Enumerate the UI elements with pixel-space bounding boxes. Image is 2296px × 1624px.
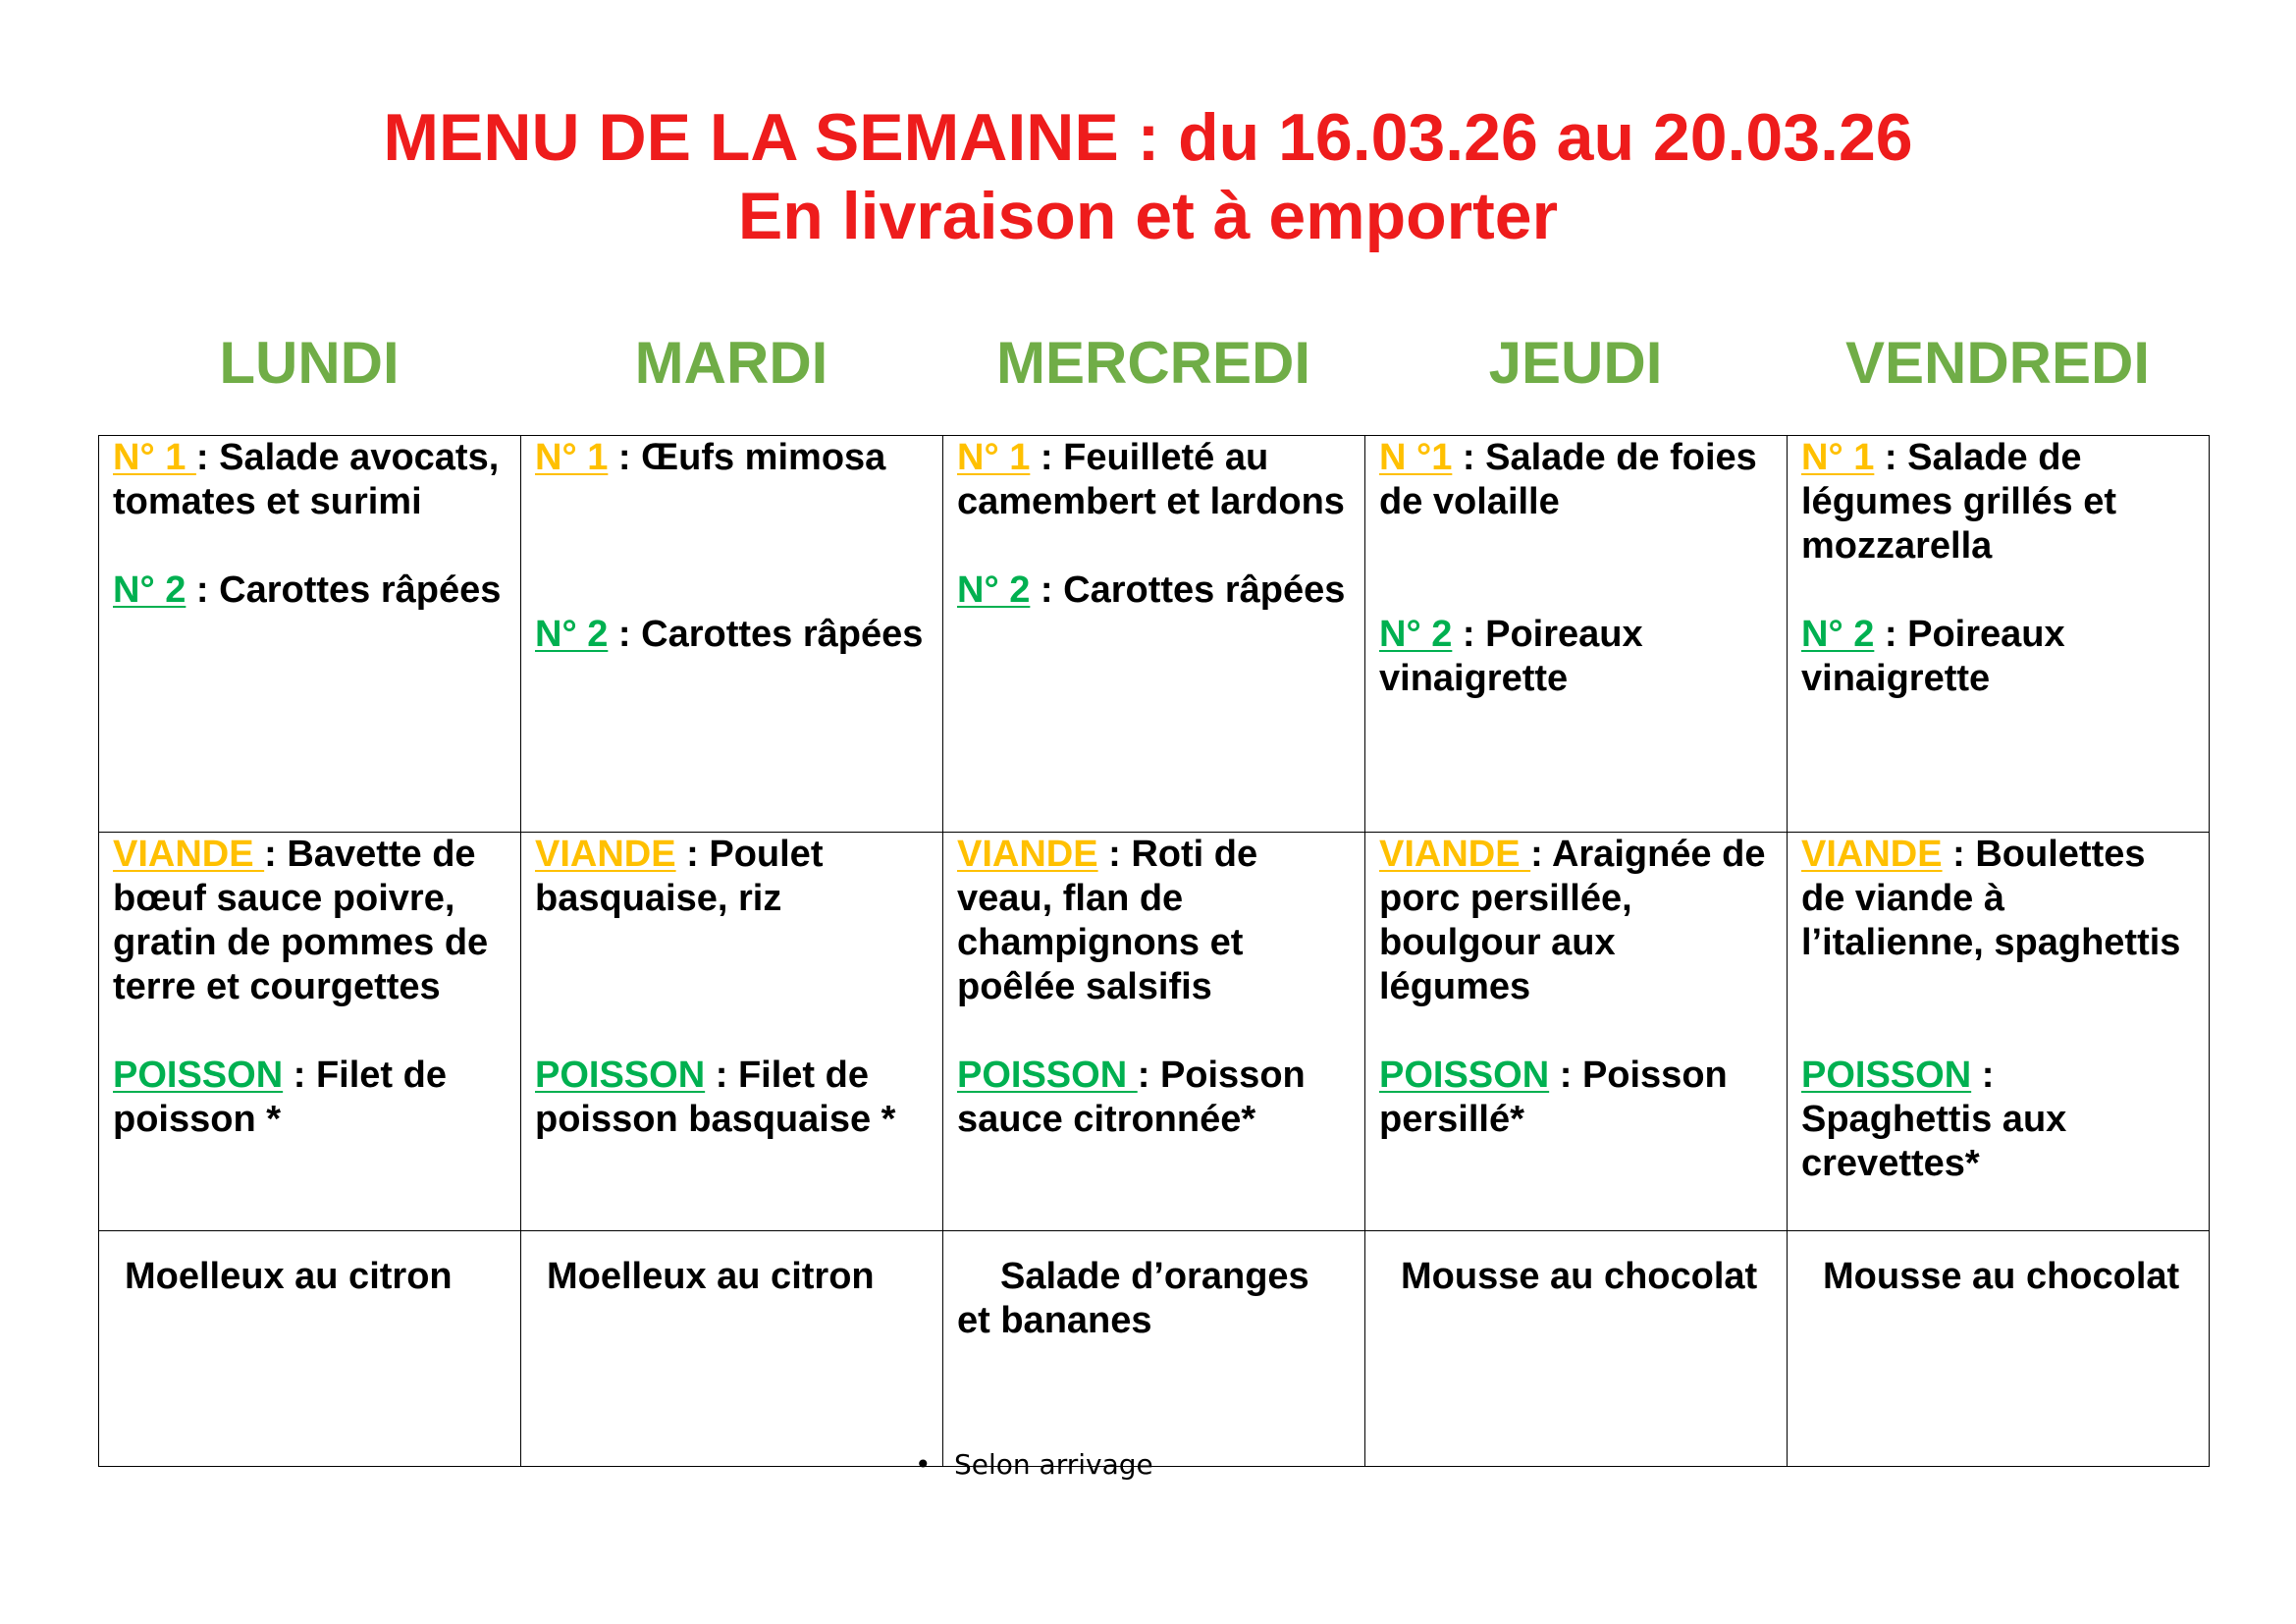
footnote-text: Selon arrivage bbox=[954, 1448, 1153, 1481]
plat-cell-lundi: VIANDE : Bavette de bœuf sauce poivre, gratin de pommes de terre et courgettes POISSON : Filet de poisson * bbox=[99, 833, 521, 1231]
entree-cell-vendredi: N° 1 : Salade de légumes grillés et mozzarella N° 2 : Poireaux vinaigrette bbox=[1788, 436, 2210, 833]
menu-table bbox=[98, 435, 2210, 1467]
day-vendredi: VENDREDI bbox=[1844, 330, 2151, 396]
entree-2-label: N° 2 bbox=[1379, 614, 1453, 655]
entree-cell-lundi: N° 1 : Salade avocats, tomates et surimi N° 2 : Carottes râpées bbox=[99, 436, 521, 833]
entrees-row bbox=[99, 436, 2210, 833]
viande-label: VIANDE bbox=[535, 834, 676, 875]
entree-1-label: N° 1 bbox=[535, 437, 609, 478]
poisson-label: POISSON bbox=[957, 1055, 1138, 1096]
poisson-label: POISSON bbox=[1801, 1055, 1972, 1096]
dessert-cell-lundi bbox=[99, 1231, 521, 1467]
plats-row bbox=[99, 833, 2210, 1231]
title-line-service: En livraison et à emporter bbox=[737, 179, 1559, 253]
dessert-cell-mercredi bbox=[943, 1231, 1365, 1467]
entree-2-text: Poireaux vinaigrette bbox=[1801, 614, 2065, 699]
dessert-text: Moelleux au citron bbox=[547, 1256, 875, 1297]
entree-1-label: N° 1 bbox=[113, 437, 196, 478]
poisson-text: Filet de poisson * bbox=[113, 1055, 447, 1140]
bullet-icon: • bbox=[915, 1448, 932, 1481]
poisson-text: Spaghettis aux crevettes* bbox=[1801, 1099, 2067, 1184]
plat-cell-vendredi: VIANDE : Boulettes de viande à l’italienne, spaghettis POISSON : Spaghettis aux crevettes* bbox=[1788, 833, 2210, 1231]
entree-2-text: Carottes râpées bbox=[641, 614, 924, 655]
entree-1-text: Feuilleté au camembert et lardons bbox=[957, 437, 1345, 522]
entree-1-text: Salade avocats, tomates et surimi bbox=[113, 437, 500, 522]
entree-cell-mercredi: N° 1 : Feuilleté au camembert et lardons N° 2 : Carottes râpées bbox=[943, 436, 1365, 833]
entree-2-label: N° 2 bbox=[957, 569, 1031, 611]
dessert-text: Mousse au chocolat bbox=[1401, 1256, 1758, 1297]
entree-2-text: Carottes râpées bbox=[1063, 569, 1346, 611]
dessert-cell-mardi bbox=[521, 1231, 943, 1467]
plat-cell-mercredi: VIANDE : Roti de veau, flan de champignons et poêlée salsifis POISSON : Poisson sauce citronnée* bbox=[943, 833, 1365, 1231]
entree-2-label: N° 2 bbox=[1801, 614, 1875, 655]
weekday-header bbox=[98, 324, 2209, 403]
poisson-label: POISSON bbox=[535, 1055, 706, 1096]
desserts-row bbox=[99, 1231, 2210, 1467]
viande-text: Boulettes de viande à l’italienne, spaghettis bbox=[1801, 834, 2181, 963]
poisson-label: POISSON bbox=[113, 1055, 284, 1096]
entree-1-label: N° 1 bbox=[957, 437, 1031, 478]
dessert-cell-vendredi bbox=[1788, 1231, 2210, 1467]
entree-1-text: Œufs mimosa bbox=[641, 437, 886, 478]
title-line-dates: MENU DE LA SEMAINE : du 16.03.26 au 20.03.26 bbox=[383, 100, 1913, 175]
dessert-cell-jeudi bbox=[1365, 1231, 1788, 1467]
day-jeudi: JEUDI bbox=[1488, 330, 1663, 396]
entree-cell-jeudi: N °1 : Salade de foies de volaille N° 2 : Poireaux vinaigrette bbox=[1365, 436, 1788, 833]
viande-label: VIANDE bbox=[1801, 834, 1943, 875]
entree-1-text: Salade de foies de volaille bbox=[1379, 437, 1757, 522]
entree-1-label: N° 1 bbox=[1801, 437, 1875, 478]
entree-1-text: Salade de légumes grillés et mozzarella bbox=[1801, 437, 2117, 567]
poisson-text: Poisson sauce citronnée* bbox=[957, 1055, 1306, 1140]
footnote bbox=[915, 1445, 1153, 1485]
viande-label: VIANDE bbox=[1379, 834, 1531, 875]
viande-text: Bavette de bœuf sauce poivre, gratin de pommes de terre et courgettes bbox=[113, 834, 489, 1007]
entree-2-text: Carottes râpées bbox=[219, 569, 502, 611]
dessert-text: Mousse au chocolat bbox=[1823, 1256, 2180, 1297]
day-mardi: MARDI bbox=[634, 330, 828, 396]
entree-2-label: N° 2 bbox=[113, 569, 187, 611]
viande-text: Araignée de porc persillée, boulgour aux légumes bbox=[1379, 834, 1766, 1007]
dessert-text: Moelleux au citron bbox=[125, 1256, 453, 1297]
day-lundi: LUNDI bbox=[219, 330, 400, 396]
poisson-label: POISSON bbox=[1379, 1055, 1550, 1096]
menu-title bbox=[0, 98, 2296, 255]
dessert-text: Salade d’oranges et bananes bbox=[957, 1256, 1309, 1341]
viande-text: Poulet basquaise, riz bbox=[535, 834, 824, 919]
poisson-text: Filet de poisson basquaise * bbox=[535, 1055, 896, 1140]
entree-cell-mardi: N° 1 : Œufs mimosa N° 2 : Carottes râpées bbox=[521, 436, 943, 833]
plat-cell-jeudi: VIANDE : Araignée de porc persillée, boulgour aux légumes POISSON : Poisson persillé* bbox=[1365, 833, 1788, 1231]
entree-2-text: Poireaux vinaigrette bbox=[1379, 614, 1643, 699]
entree-2-label: N° 2 bbox=[535, 614, 609, 655]
viande-text: Roti de veau, flan de champignons et poêlée salsifis bbox=[957, 834, 1258, 1007]
entree-1-label: N °1 bbox=[1379, 437, 1453, 478]
viande-label: VIANDE bbox=[957, 834, 1098, 875]
poisson-text: Poisson persillé* bbox=[1379, 1055, 1728, 1140]
day-mercredi: MERCREDI bbox=[995, 330, 1310, 396]
plat-cell-mardi: VIANDE : Poulet basquaise, riz POISSON : Filet de poisson basquaise * bbox=[521, 833, 943, 1231]
viande-label: VIANDE bbox=[113, 834, 265, 875]
